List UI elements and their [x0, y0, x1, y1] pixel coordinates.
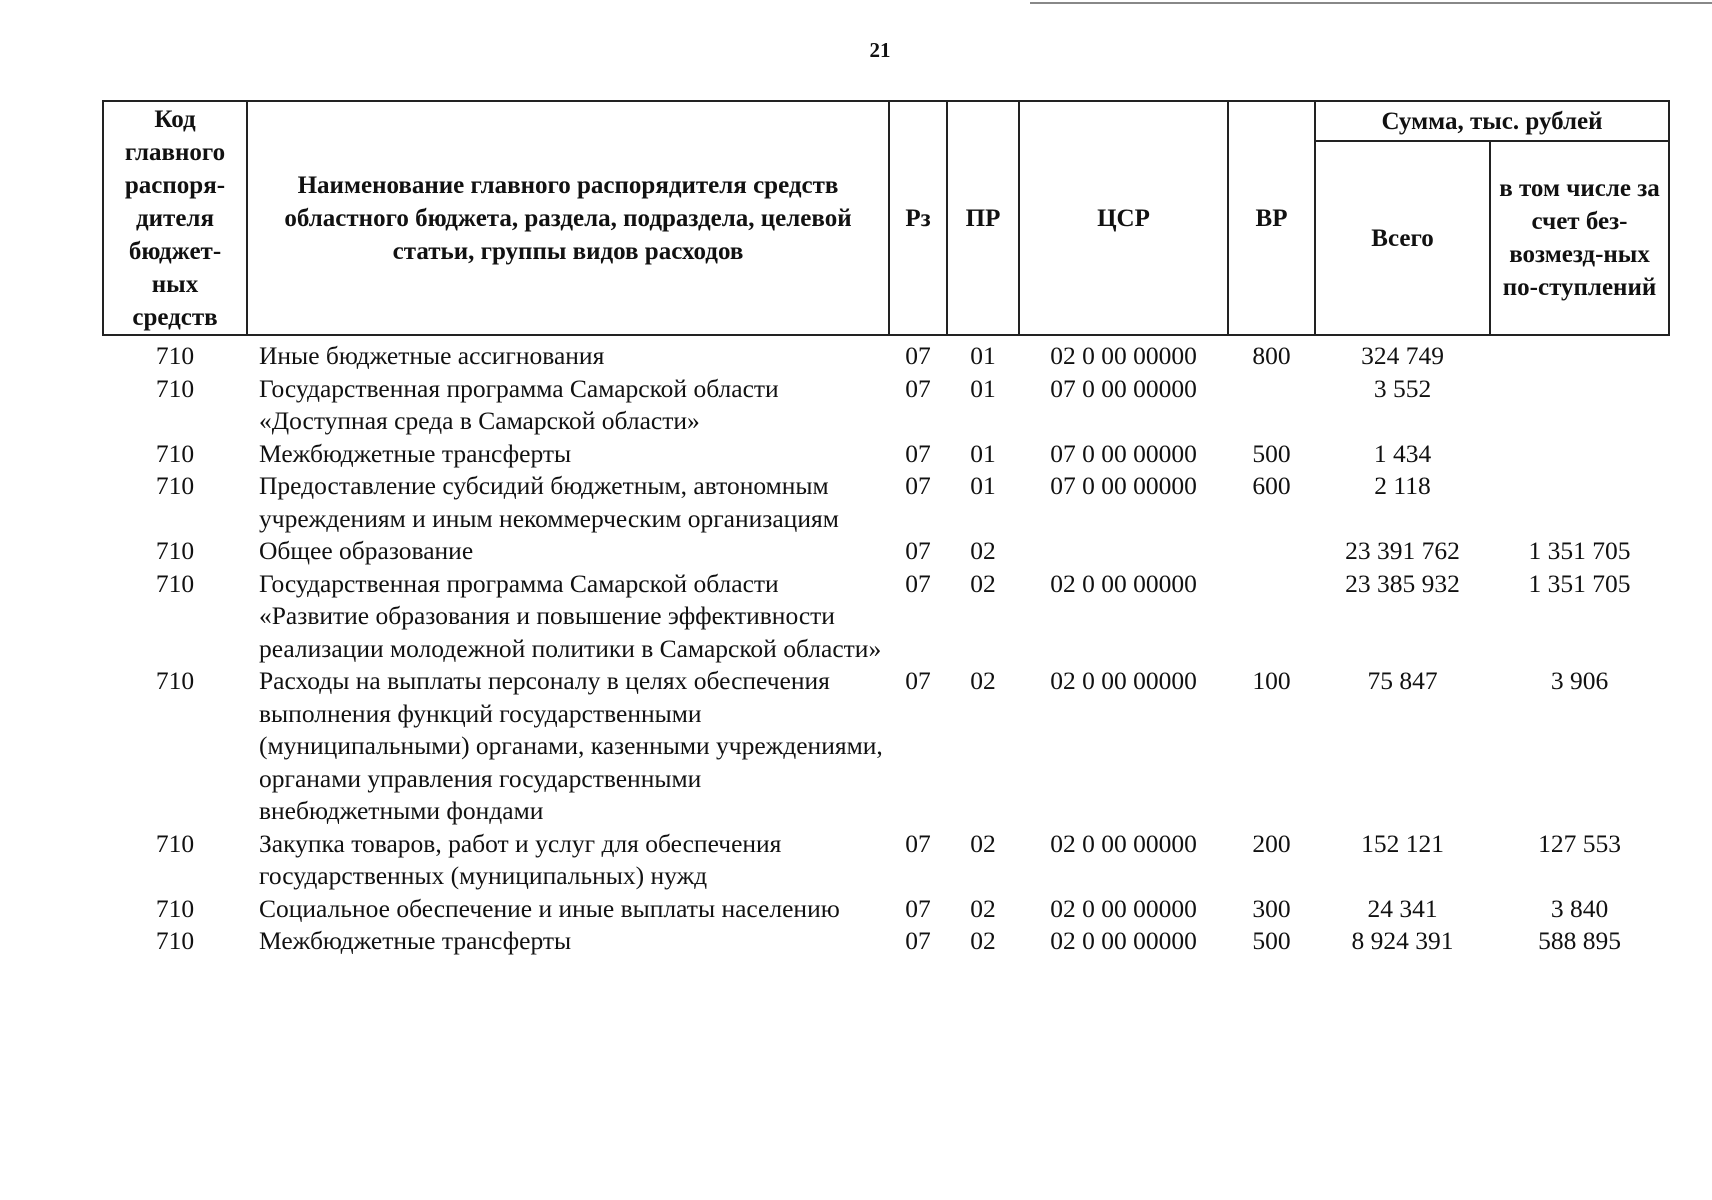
cell-vr: 200: [1252, 828, 1291, 858]
cell-pr: 02: [970, 568, 996, 598]
cell-name: Предоставление субсидий бюджетным, автономным учреждениям и иным некоммерческим организациям: [259, 471, 839, 533]
cell-code: 710: [155, 568, 195, 598]
cell-code: 710: [155, 893, 195, 923]
table-row: [103, 893, 1669, 926]
header-total: Всего: [1315, 141, 1490, 335]
cell-total: 24 341: [1367, 893, 1438, 923]
cell-gratis: 1 351 705: [1528, 568, 1631, 598]
cell-pr: 01: [970, 438, 996, 468]
header-gratis: в том числе за счет без-возмезд-ных по-ступлений: [1490, 141, 1669, 335]
header-vr: ВР: [1228, 101, 1315, 335]
cell-vr: [1228, 373, 1315, 438]
cell-code: 710: [155, 828, 195, 858]
cell-total: 152 121: [1361, 828, 1444, 858]
cell-rz: 07: [905, 536, 931, 565]
table-row: [103, 828, 1669, 893]
cell-csr: [1019, 535, 1228, 568]
cell-name: Государственная программа Самарской области «Развитие образования и повышение эффективности реализации молодежной политики в Самарской области»: [259, 568, 882, 663]
cell-pr: 02: [970, 536, 996, 565]
header-rz: Рз: [889, 101, 947, 335]
cell-vr: 500: [1252, 438, 1291, 468]
cell-total: 75 847: [1367, 666, 1438, 695]
cell-total: 2 118: [1374, 471, 1431, 500]
cell-vr: [1228, 568, 1315, 666]
cell-total: 324 749: [1361, 341, 1444, 370]
cell-rz: 07: [905, 568, 931, 598]
cell-vr: 500: [1252, 926, 1291, 955]
cell-gratis: 127 553: [1538, 828, 1621, 858]
table-row: [103, 470, 1669, 535]
table-row: [103, 373, 1669, 438]
cell-pr: 02: [970, 926, 996, 955]
cell-vr: [1228, 535, 1315, 568]
cell-pr: 02: [970, 893, 996, 923]
cell-total: 1 434: [1373, 438, 1432, 468]
cell-rz: 07: [905, 341, 931, 370]
cell-name: Общее образование: [259, 536, 474, 565]
cell-code: 710: [155, 341, 195, 370]
cell-code: 710: [155, 471, 195, 500]
table-row: [103, 438, 1669, 471]
cell-rz: 07: [905, 373, 931, 403]
scan-artifact-line: [1030, 2, 1712, 4]
cell-gratis: [1490, 438, 1669, 471]
cell-code: 710: [155, 373, 195, 403]
cell-pr: 02: [970, 828, 996, 858]
cell-rz: 07: [905, 926, 931, 955]
cell-csr: 07 0 00 00000: [1050, 471, 1197, 500]
cell-vr: 600: [1252, 471, 1291, 500]
table-row: [103, 335, 1669, 373]
cell-name: Межбюджетные трансферты: [259, 438, 572, 468]
cell-code: 710: [155, 666, 195, 695]
cell-pr: 02: [970, 666, 996, 695]
cell-rz: 07: [905, 438, 931, 468]
cell-total: 23 385 932: [1345, 568, 1460, 598]
cell-name: Расходы на выплаты персоналу в целях обеспечения выполнения функций государственными (муниципальными) органами, казенными учреждениями, органами управления государственными внебюджетными фондами: [259, 666, 883, 825]
cell-total: 8 924 391: [1351, 926, 1454, 955]
page-number: 21: [869, 38, 891, 62]
cell-code: 710: [155, 926, 195, 955]
header-csr: ЦСР: [1019, 101, 1228, 335]
cell-vr: 800: [1252, 341, 1291, 370]
header-name: Наименование главного распорядителя средств областного бюджета, раздела, подраздела, целевой статьи, группы видов расходов: [247, 101, 889, 335]
cell-gratis: [1490, 335, 1669, 373]
table-row: [103, 568, 1669, 666]
cell-rz: 07: [905, 666, 931, 695]
cell-vr: 300: [1252, 893, 1291, 923]
cell-csr: 02 0 00 00000: [1050, 341, 1197, 370]
cell-csr: 07 0 00 00000: [1050, 373, 1197, 403]
header-pr: ПР: [947, 101, 1019, 335]
table-row: [103, 925, 1669, 958]
cell-vr: 100: [1252, 666, 1291, 695]
table-body: [103, 335, 1669, 958]
cell-rz: 07: [905, 471, 931, 500]
cell-csr: 02 0 00 00000: [1050, 893, 1197, 923]
cell-rz: 07: [905, 893, 931, 923]
cell-gratis: 3 840: [1550, 893, 1609, 923]
cell-gratis: 3 906: [1550, 666, 1609, 695]
header-code: Код главного распоря-дителя бюджет-ных средств: [103, 101, 247, 335]
cell-gratis: 588 895: [1538, 926, 1621, 955]
cell-csr: 02 0 00 00000: [1050, 666, 1197, 695]
table-row: [103, 535, 1669, 568]
cell-pr: 01: [970, 341, 996, 370]
cell-total: 3 552: [1373, 373, 1432, 403]
cell-gratis: [1490, 470, 1669, 535]
cell-code: 710: [155, 536, 195, 565]
cell-name: Социальное обеспечение и иные выплаты населению: [259, 893, 840, 923]
table-row: [103, 665, 1669, 828]
cell-gratis: 1 351 705: [1528, 536, 1631, 565]
cell-rz: 07: [905, 828, 931, 858]
cell-code: 710: [155, 438, 195, 468]
cell-pr: 01: [970, 373, 996, 403]
cell-name: Государственная программа Самарской области «Доступная среда в Самарской области»: [259, 373, 779, 435]
cell-name: Закупка товаров, работ и услуг для обеспечения государственных (муниципальных) нужд: [259, 828, 782, 890]
cell-csr: 07 0 00 00000: [1050, 438, 1197, 468]
cell-pr: 01: [970, 471, 996, 500]
cell-total: 23 391 762: [1345, 536, 1460, 565]
cell-csr: 02 0 00 00000: [1050, 568, 1197, 598]
cell-csr: 02 0 00 00000: [1050, 926, 1197, 955]
header-sum-group: Сумма, тыс. рублей: [1315, 101, 1669, 141]
cell-gratis: [1490, 373, 1669, 438]
budget-table: [102, 100, 1670, 958]
cell-name: Межбюджетные трансферты: [259, 926, 572, 955]
cell-csr: 02 0 00 00000: [1050, 828, 1197, 858]
cell-name: Иные бюджетные ассигнования: [259, 341, 605, 370]
